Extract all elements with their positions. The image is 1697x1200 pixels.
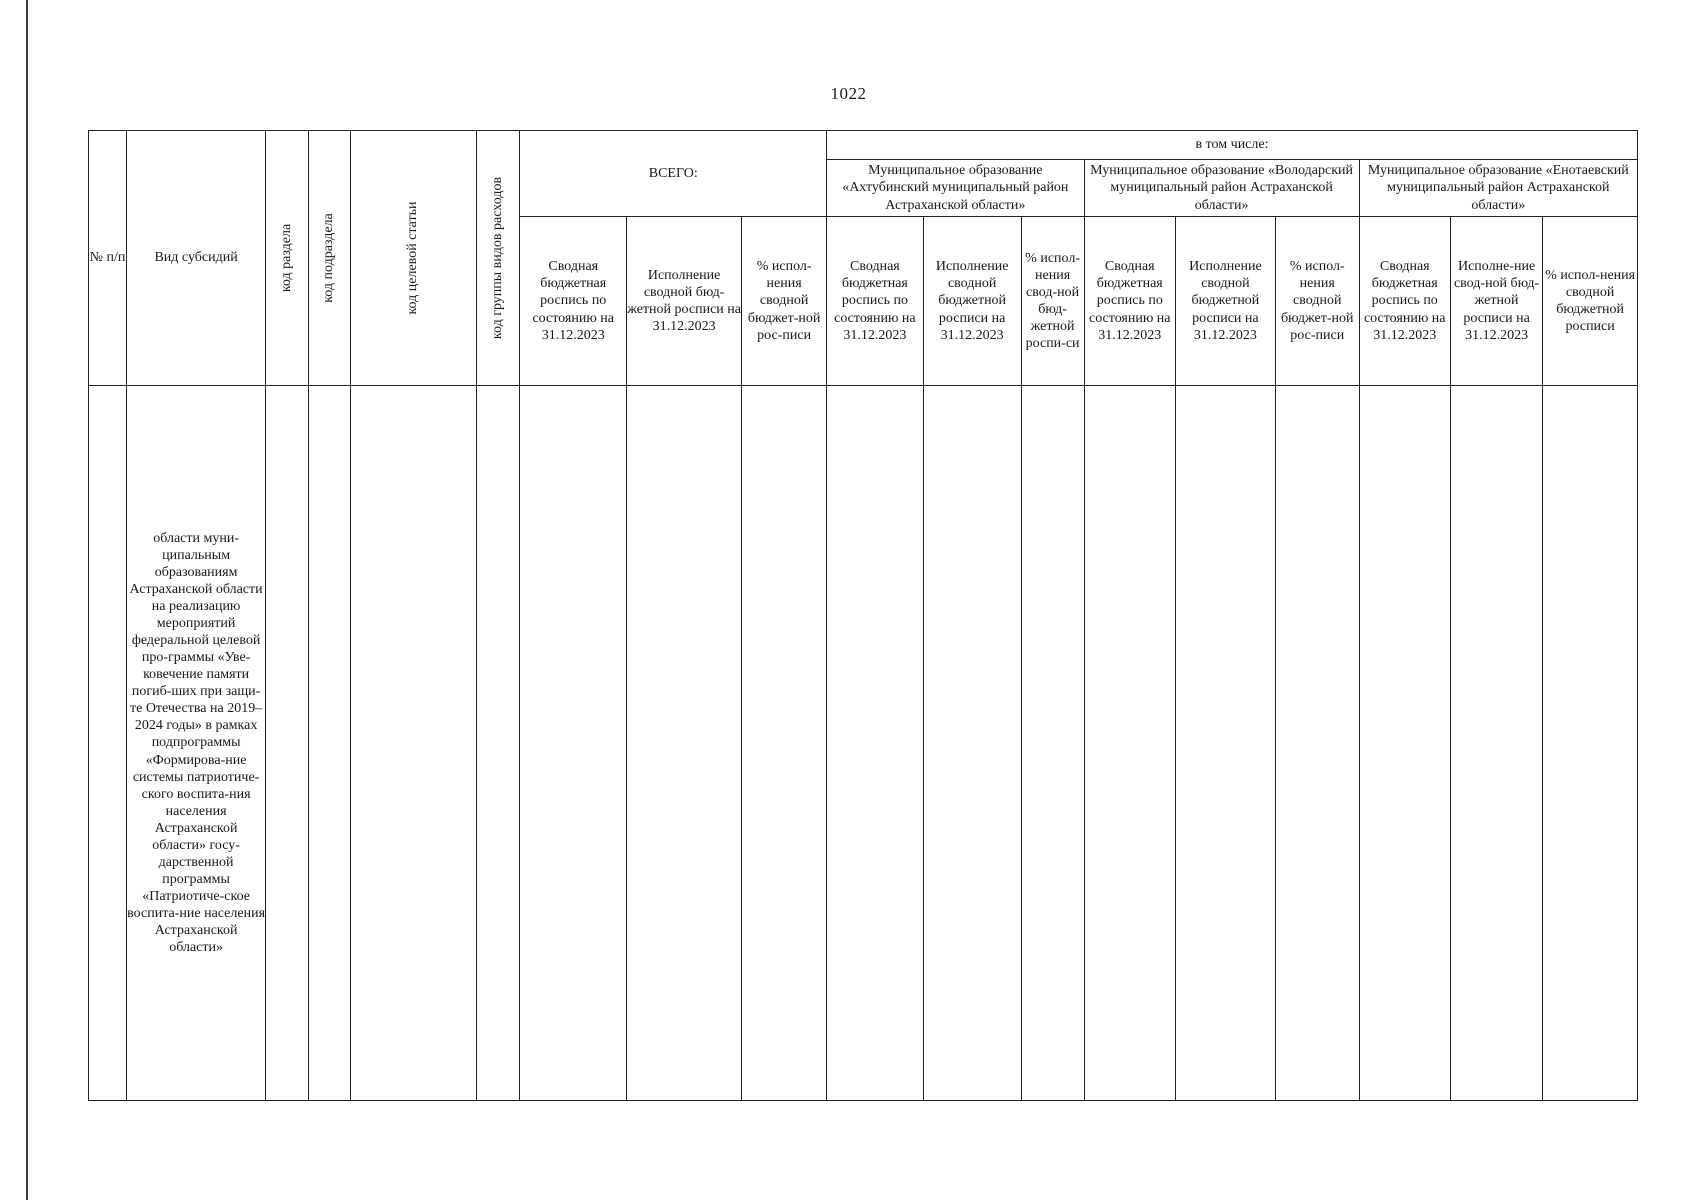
cell-m3-execution — [1450, 386, 1542, 1101]
cell-total-execution — [627, 386, 742, 1101]
target-code-label: код целевой статьи — [405, 201, 421, 315]
m3-budget-header: Сводная бюджетная роспись по состоянию на 31.12.2023 — [1359, 217, 1450, 386]
page-number: 1022 — [830, 84, 867, 103]
m2-execution-header: Исполнение сводной бюджетной росписи на 31.12.2023 — [1175, 217, 1275, 386]
m1-budget-header: Сводная бюджетная роспись по состоянию на 31.12.2023 — [827, 217, 924, 386]
subsection-code-label: код подраздела — [321, 213, 337, 303]
header-municipality-enotaevsky: Муниципальное образование «Енотаевский муниципальный район Астраханской области» — [1359, 160, 1637, 217]
header-including: в том числе: — [827, 131, 1638, 160]
cell-m3-percent — [1543, 386, 1638, 1101]
header-municipality-akhtubinsky: Муниципальное образование «Ахтубинский муниципальный район Астраханской области» — [827, 160, 1085, 217]
m3-execution-header: Исполне-ние свод-ной бюд-жетной росписи на 31.12.2023 — [1450, 217, 1542, 386]
header-expense-group-code — [477, 131, 520, 386]
cell-m1-budget — [827, 386, 924, 1101]
left-margin-line — [26, 0, 28, 1200]
cell-m3-budget — [1359, 386, 1450, 1101]
expense-group-code-label: код группы видов расходов — [490, 176, 506, 340]
header-target-code — [350, 131, 476, 386]
m1-execution-header: Исполнение сводной бюджетной росписи на 31.12.2023 — [923, 217, 1021, 386]
header-section-code — [266, 131, 308, 386]
m2-percent-header: % испол-нения сводной бюджет-ной рос-писи — [1275, 217, 1359, 386]
m2-budget-header: Сводная бюджетная роспись по состоянию на 31.12.2023 — [1084, 217, 1175, 386]
cell-m2-percent — [1275, 386, 1359, 1101]
total-budget-header: Сводная бюджетная роспись по состоянию на 31.12.2023 — [520, 217, 627, 386]
header-subsection-code — [308, 131, 350, 386]
header-num: № п/п — [89, 131, 127, 386]
header-municipality-volodarsky: Муниципальное образование «Володарский муниципальный район Астраханской области» — [1084, 160, 1359, 217]
cell-m2-execution — [1175, 386, 1275, 1101]
section-code-label: код раздела — [278, 223, 294, 293]
table-row — [89, 386, 1638, 1101]
cell-m2-budget — [1084, 386, 1175, 1101]
cell-subsidy-type: области муни-ципальным образованиям Астраханской области на реализацию мероприятий федеральной целевой про-граммы «Уве-ковечение памяти погиб-ших при защи-те Отечества на 2019–2024 годы» в рамках подпрограммы «Формирова-ние системы патриотиче-ского воспита-ния населения Астраханской области» госу-дарственной программы «Патриотиче-ское воспита-ние населения Астраханской области» — [127, 386, 266, 1101]
cell-section-code — [266, 386, 308, 1101]
cell-num — [89, 386, 127, 1101]
total-execution-header: Исполнение сводной бюд-жетной росписи на 31.12.2023 — [627, 217, 742, 386]
cell-target-code — [350, 386, 476, 1101]
cell-m1-percent — [1021, 386, 1084, 1101]
cell-expense-group-code — [477, 386, 520, 1101]
cell-subsection-code — [308, 386, 350, 1101]
m1-percent-header: % испол-нения свод-ной бюд-жетной роспи-си — [1021, 217, 1084, 386]
cell-total-budget — [520, 386, 627, 1101]
cell-m1-execution — [923, 386, 1021, 1101]
cell-total-percent — [742, 386, 827, 1101]
total-percent-header: % испол-нения сводной бюджет-ной рос-писи — [742, 217, 827, 386]
header-subsidy-type: Вид субсидий — [127, 131, 266, 386]
subsidy-table — [88, 130, 1638, 1101]
header-total: ВСЕГО: — [520, 131, 827, 217]
m3-percent-header: % испол-нения сводной бюджетной росписи — [1543, 217, 1638, 386]
